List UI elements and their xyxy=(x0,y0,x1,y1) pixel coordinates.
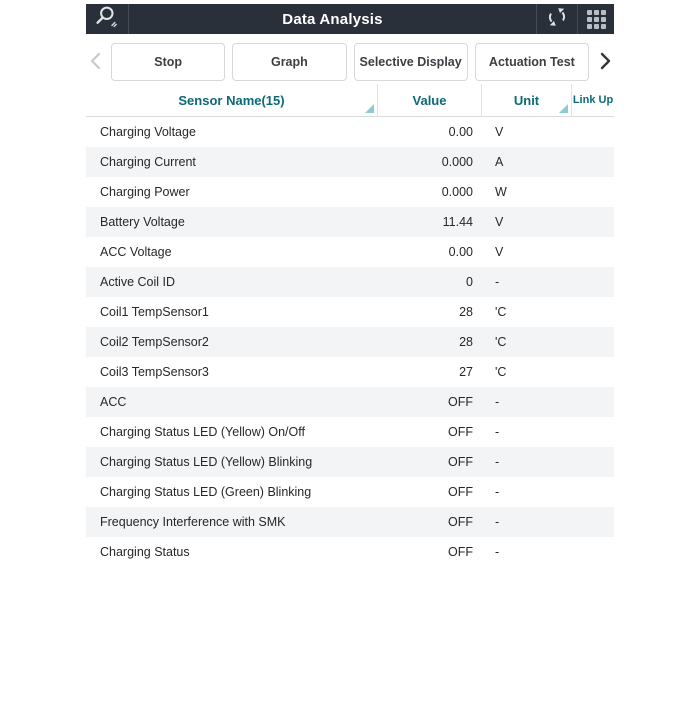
sensor-name-cell: Charging Power xyxy=(100,185,190,199)
sensor-table-header xyxy=(86,84,614,117)
sensor-name-cell: Coil2 TempSensor2 xyxy=(100,335,209,349)
unit-cell: V xyxy=(495,215,504,229)
prev-page-button[interactable] xyxy=(86,43,104,81)
unit-cell: - xyxy=(495,485,500,499)
table-row[interactable] xyxy=(86,147,614,177)
sensor-name-cell: ACC Voltage xyxy=(100,245,172,259)
title-bar xyxy=(86,4,614,34)
unit-cell: A xyxy=(495,155,504,169)
unit-cell: - xyxy=(495,395,500,409)
actuation-test-button[interactable]: Actuation Test xyxy=(475,43,589,81)
grid-icon xyxy=(587,10,606,29)
menu-grid-button[interactable] xyxy=(577,4,614,34)
selective-display-button[interactable]: Selective Display xyxy=(354,43,468,81)
sensor-table-body xyxy=(86,117,614,567)
sensor-name-cell: Charging Status LED (Yellow) On/Off xyxy=(100,425,305,439)
chevron-left-icon xyxy=(90,52,101,73)
table-row[interactable] xyxy=(86,507,614,537)
value-header-label: Value xyxy=(412,92,447,108)
table-row[interactable] xyxy=(86,537,614,567)
sensor-name-cell: Charging Status LED (Green) Blinking xyxy=(100,485,312,499)
column-header-unit[interactable] xyxy=(481,84,571,116)
sensor-name-cell: Coil1 TempSensor1 xyxy=(100,305,209,319)
sort-indicator-icon xyxy=(559,104,568,113)
unit-cell: 'C xyxy=(495,305,507,319)
column-header-link-up[interactable] xyxy=(571,84,614,116)
sensor-name-cell: Charging Current xyxy=(100,155,196,169)
table-row[interactable] xyxy=(86,177,614,207)
sort-indicator-icon xyxy=(365,104,374,113)
table-row[interactable] xyxy=(86,117,614,147)
sensor-name-cell: ACC xyxy=(100,395,127,409)
value-cell: 27 xyxy=(459,365,473,379)
unit-cell: - xyxy=(495,545,500,559)
sensor-name-cell: Coil3 TempSensor3 xyxy=(100,365,209,379)
table-row[interactable] xyxy=(86,267,614,297)
sensor-name-cell: Charging Status xyxy=(100,545,190,559)
table-row[interactable] xyxy=(86,417,614,447)
unit-cell: 'C xyxy=(495,335,507,349)
sensor-name-cell: Active Coil ID xyxy=(100,275,176,289)
unit-cell: V xyxy=(495,245,504,259)
sensor-name-header-label: Sensor Name(15) xyxy=(178,92,285,108)
table-row[interactable] xyxy=(86,237,614,267)
table-row[interactable] xyxy=(86,297,614,327)
zoom-search-button[interactable] xyxy=(86,4,129,34)
unit-cell: - xyxy=(495,455,500,469)
value-cell: OFF xyxy=(448,515,473,529)
unit-cell: - xyxy=(495,275,500,289)
sensor-name-cell: Frequency Interference with SMK xyxy=(100,515,286,529)
table-row[interactable] xyxy=(86,207,614,237)
value-cell: OFF xyxy=(448,545,473,559)
unit-cell: 'C xyxy=(495,365,507,379)
value-cell: 0.00 xyxy=(448,125,473,139)
value-cell: OFF xyxy=(448,455,473,469)
value-cell: 28 xyxy=(459,305,473,319)
column-header-sensor-name[interactable] xyxy=(86,84,377,116)
table-row[interactable] xyxy=(86,447,614,477)
unit-header-label: Unit xyxy=(513,92,540,108)
value-cell: 0.000 xyxy=(441,185,473,199)
value-cell: OFF xyxy=(448,485,473,499)
data-analysis-app xyxy=(86,0,614,567)
unit-cell: - xyxy=(495,515,500,529)
graph-button[interactable]: Graph xyxy=(232,43,346,81)
unit-cell: - xyxy=(495,425,500,439)
next-page-button[interactable] xyxy=(596,43,614,81)
chevron-right-icon xyxy=(600,52,611,73)
table-row[interactable] xyxy=(86,477,614,507)
value-cell: 11.44 xyxy=(442,215,473,229)
magnifier-icon xyxy=(94,4,120,35)
value-cell: 0.00 xyxy=(448,245,473,259)
table-row[interactable] xyxy=(86,327,614,357)
value-cell: 0 xyxy=(466,275,473,289)
table-row[interactable] xyxy=(86,357,614,387)
table-row[interactable] xyxy=(86,387,614,417)
toolbar xyxy=(86,34,614,84)
value-cell: OFF xyxy=(448,395,473,409)
column-header-value[interactable] xyxy=(377,84,481,116)
unit-cell: V xyxy=(495,125,504,139)
value-cell: OFF xyxy=(448,425,473,439)
link-up-header-label: Link Up xyxy=(572,93,614,106)
page-title: Data Analysis xyxy=(282,10,383,28)
value-cell: 0.000 xyxy=(441,155,473,169)
sensor-name-cell: Charging Voltage xyxy=(100,125,196,139)
refresh-button[interactable] xyxy=(536,4,577,34)
sensor-name-cell: Charging Status LED (Yellow) Blinking xyxy=(100,455,313,469)
sensor-name-cell: Battery Voltage xyxy=(100,215,185,229)
stop-button[interactable]: Stop xyxy=(111,43,225,81)
value-cell: 28 xyxy=(459,335,473,349)
unit-cell: W xyxy=(495,185,507,199)
refresh-icon xyxy=(546,6,568,33)
